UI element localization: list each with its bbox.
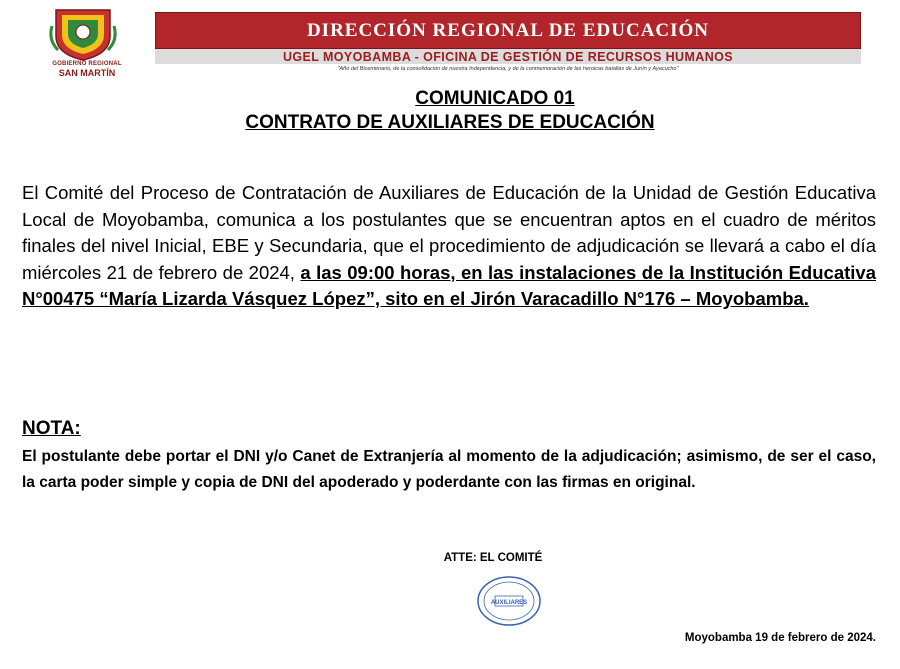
committee-seal: [474, 574, 544, 628]
document-title: COMUNICADO 01: [415, 88, 575, 109]
logo-caption-bottom: SAN MARTÍN: [58, 68, 116, 78]
coat-of-arms-icon: [48, 6, 118, 62]
document-date: Moyobamba 19 de febrero de 2024.: [684, 632, 876, 644]
announcement-emphasis: a las 09:00 horas, en las instalaciones de la Institución Educativa N°00475 “María Lizarda Vásquez López”, sito en el Jirón Varacadillo N°176 – Moyobamba.: [22, 261, 876, 309]
logo-caption-top: GOBIERNO REGIONAL: [52, 61, 122, 67]
header-banner: [155, 12, 861, 49]
seal-stamp-icon: [474, 574, 544, 628]
announcement-text: El Comité del Proceso de Contratación de Auxiliares de Educación de la Unidad de Gestión Educativa Local de Moyobamba, comunica a los postulantes que se encuentran aptos en el cuadro de méritos finales del nivel Inicial, EBE y Secundaria, que el procedimiento de adjudicación se llevará a cabo el día miércoles 21 de febrero de 2024,: [22, 182, 876, 283]
note-heading: NOTA:: [22, 418, 81, 439]
note-text: El postulante debe portar el DNI y/o Canet de Extranjería al momento de la adjudicación; asimismo, de ser el caso, la carta poder simple y copia de DNI del apoderado y poderdante con las firmas en original.: [22, 448, 876, 491]
banner-subtitle: UGEL MOYOBAMBA - OFICINA DE GESTIÓN DE RECURSOS HUMANOS: [282, 49, 734, 64]
year-motto: "Año del Bicentenario, de la consolidación de nuestra Independencia, y de la conmemoración de las heroicas batallas de Junín y Ayacucho": [337, 66, 679, 72]
announcement-paragraph: [22, 180, 876, 313]
document-subtitle: CONTRATO DE AUXILIARES DE EDUCACIÓN: [245, 112, 655, 133]
banner-title: DIRECCIÓN REGIONAL DE EDUCACIÓN: [306, 19, 710, 41]
regional-government-logo: [40, 6, 150, 78]
signature-line: ATTE: EL COMITÉ: [443, 552, 543, 564]
seal-label: AUXILIARES: [490, 600, 528, 606]
header-subbanner: [155, 49, 861, 64]
